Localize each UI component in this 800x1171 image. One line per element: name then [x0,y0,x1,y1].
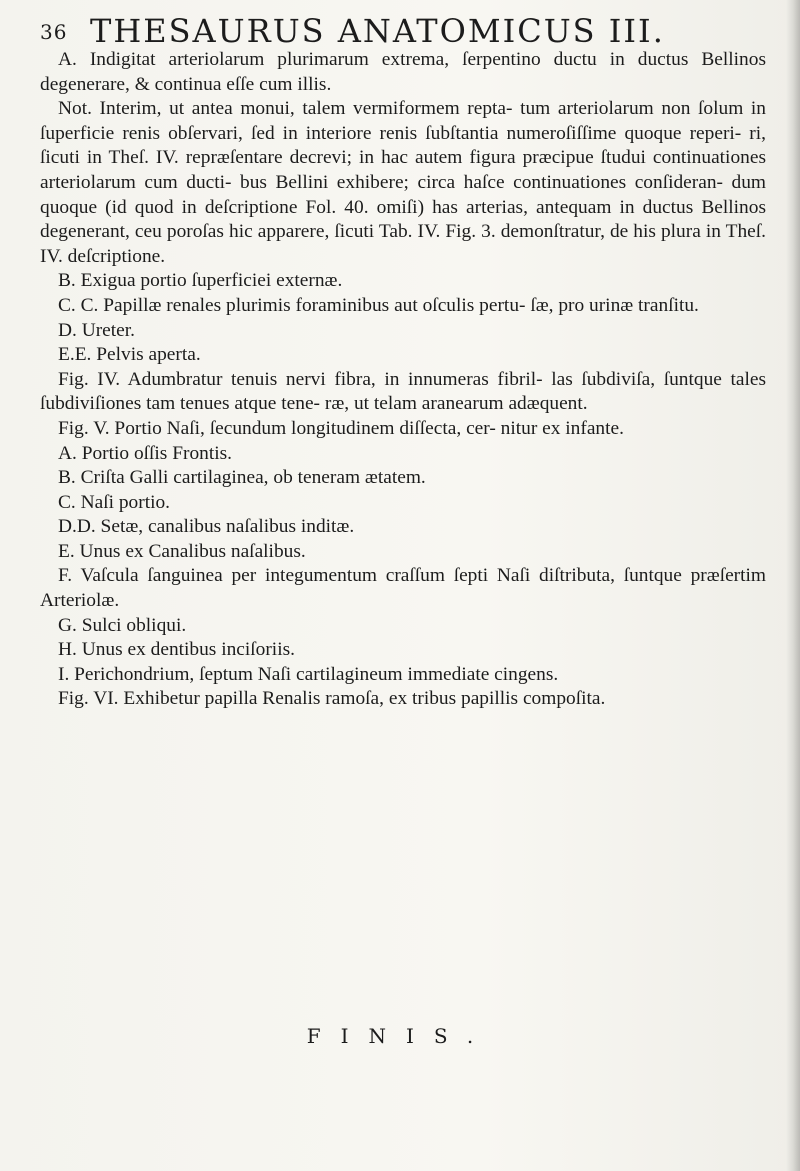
paragraph-fig-vi: Fig. VI. Exhibetur papilla Renalis ramoſa, ex tribus papillis compoſita. [58,688,606,710]
paragraph-a-indigitat: A. Indigitat arteriolarum plurimarum extrema, ſerpentino ductu in ductus Bellinos degenerare, & continua eſſe cum illis. [40,49,766,95]
item-c: C. Naſi portio. [58,491,171,513]
item-dd: D.D. Setæ, canalibus naſalibus inditæ. [58,516,355,538]
item-g: G. Sulci obliqui. [58,614,187,636]
item-i: I. Perichondrium, ſeptum Naſi cartilagineum immediate cingens. [58,663,559,685]
running-title: THESAURUS ANATOMICUS III. [90,12,665,50]
paragraph-fig-v: Fig. V. Portio Naſi, ſecundum longitudinem diſſecta, cer- nitur ex infante. [58,417,624,439]
item-h: H. Unus ex dentibus inciſoriis. [58,639,295,661]
item-cc: C. C. Papillæ renales plurimis foraminibus aut oſculis pertu- ſæ, pro urinæ tranſitu. [58,294,699,316]
item-b: B. Exigua portio ſuperficiei externæ. [58,270,343,292]
item-a: A. Portio oſſis Frontis. [58,442,233,464]
item-b2: B. Criſta Galli cartilaginea, ob teneram ætatem. [58,467,426,489]
paragraph-nota: Not. Interim, ut antea monui, talem vermiformem repta- tum arteriolarum non ſolum in ſuperficie renis obſervari, ſed in interiore renis ſubſtantia numeroſiſſime quoque reperi- ri, ſicuti in Theſ. IV. repræſentare decrevi; in hac autem figura præcipue ſtudui continuationes arteriolarum cum ducti- bus Bellini exhibere; circa haſce continuationes conſideran- dum quoque (id quod in deſcriptione Fol. 40. omiſi) has arterias, antequam in ductus Bellinos degenerant, ceu poroſas hic apparere, ſicuti Tab. IV. Fig. 3. demonſtratur, de his plura in Theſ. IV. deſcriptione. [40,98,766,267]
item-f: F. Vaſcula ſanguinea per integumentum craſſum ſepti Naſi diſtributa, ſuntque præſertim Arteriolæ. [40,565,766,612]
text-body [40,48,766,712]
item-e: E. Unus ex Canalibus naſalibus. [58,540,306,562]
page-number: 36 [40,20,68,44]
page-header [40,8,760,48]
item-ee: E.E. Pelvis aperta. [58,344,201,366]
item-d: D. Ureter. [58,319,135,341]
finis: FINIS. [306,1024,494,1048]
paragraph-fig-iv: Fig. IV. Adumbratur tenuis nervi fibra, in innumeras fibril- las ſubdiviſa, ſuntque tales ſubdiviſiones tam tenues atque tene- ræ, ut telam aranearum adæquent. [40,368,766,415]
page-edge-shadow [786,0,800,1171]
